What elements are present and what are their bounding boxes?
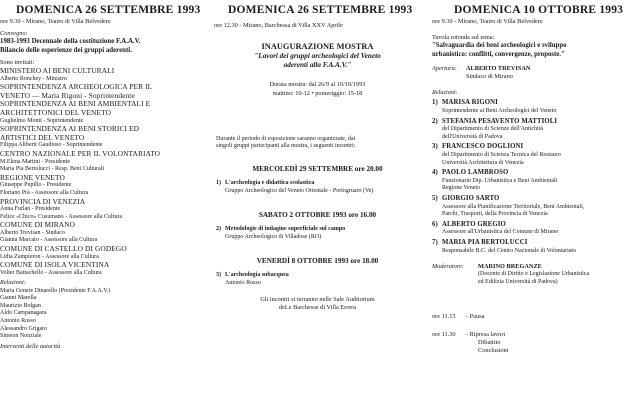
schedule-item: - Ripresa lavori xyxy=(466,330,506,338)
incontro-title-row xyxy=(210,180,425,188)
relazione-role: Regione Veneto xyxy=(442,185,481,192)
moderatore-name: MARINO BREGANZE xyxy=(478,263,542,271)
guest-name: Felice «Chico» Cusumano - Assessore alla Cultura xyxy=(0,213,122,220)
incontri-closing-line-1: Gli incontri si terranno nelle Sale Auditorium xyxy=(260,295,375,303)
guest-name: Anna Furlan - Presidente xyxy=(0,206,61,213)
schedule-item: Conclusioni xyxy=(478,347,509,355)
guest-name: Guglielmo Monti - Soprintendente xyxy=(0,117,84,124)
relazione-role: Università Architettura di Venezia xyxy=(442,159,524,166)
schedule-time: ore 11.15 xyxy=(432,312,456,320)
incontro-title-row xyxy=(210,272,425,280)
relazione-role: Parchi, Trasporti, della Provincia di Venezia xyxy=(442,211,548,218)
incontro-title: L'archeologia e didattica scolastica xyxy=(225,179,315,186)
relazione-row xyxy=(432,169,624,178)
relazioni-label: Relazioni: xyxy=(432,89,458,97)
apertura-name: ALBERTO TREVISAN xyxy=(466,64,531,72)
incontro-date: VENERDÌ 8 OTTOBRE 1993 ore 18.00 xyxy=(256,257,379,266)
guest-organization: CENTRO NAZIONALE PER IL VOLONTARIATO xyxy=(0,148,161,158)
relazione-number: 3) xyxy=(432,143,438,151)
incontri-closing-line-2: deLe Barchesse di Villa Errera xyxy=(278,303,357,311)
relatori-label: Relazioni: xyxy=(0,279,26,287)
guest-name: Alberto Ronchey - Ministro xyxy=(0,75,67,82)
schedule-time: ore 11.30 xyxy=(432,330,456,338)
guest-name: Gianna Marcato - Assessore alla Cultura xyxy=(0,237,98,244)
guest-name: Volter Battachello - Assessore alla Cultura xyxy=(0,269,102,276)
incontro-number: 3) xyxy=(216,272,221,279)
relatore-name: Alessandro Grigato xyxy=(0,325,47,332)
relazione-role: Responsabile B.C. del Centro Nazionale di Volontariato xyxy=(442,247,577,254)
relazione-row xyxy=(432,195,624,204)
apertura-role: Sindaco di Mirano xyxy=(466,73,513,81)
incontro-date: MERCOLEDÌ 29 SETTEMBRE ore 20.00 xyxy=(252,164,383,173)
relazioni-list xyxy=(432,99,624,255)
mostra-subtitle-line-2: aderenti alla F.A.A.V." xyxy=(283,60,352,69)
guest-organization: REGIONE VENETO xyxy=(0,172,65,182)
moderatore-label: Moderatore: xyxy=(432,263,464,271)
schedule-item: Dibattito xyxy=(478,338,501,346)
relazione-role: Assessore all'Urbanistica del Comune di Mirano xyxy=(442,229,559,236)
moderatore-roles xyxy=(432,271,624,286)
relazione-number: 7) xyxy=(432,238,438,246)
guest-organization: SOPRINTENDENZA AI BENI AMBIENTALI E xyxy=(0,99,151,109)
apertura-label: Apertura: xyxy=(432,64,457,72)
relazione-row xyxy=(432,221,624,230)
programme-column-1 xyxy=(0,0,207,416)
relazione-role: dell'Università di Padova xyxy=(442,133,503,140)
mostra-duration: Durata mostra: dal 26/9 al 10/10/1993 xyxy=(269,81,366,89)
relazione-number: 5) xyxy=(432,194,438,202)
column-1-venue: ore 9.30 - Mirano, Teatro di Villa Belvedere xyxy=(0,18,111,25)
incontri-list xyxy=(210,151,425,288)
guest-name: Giuseppe Pupillo - Presidente xyxy=(0,182,72,189)
guest-name: M.Elena Martini - Presidente xyxy=(0,158,70,165)
relazione-row xyxy=(432,143,624,152)
relazione-role: del Dipartimento di Scienze dell'Antichità xyxy=(442,126,544,133)
guest-organization: VENETO — Maria Rigoni - Soprintendente xyxy=(0,90,135,100)
relazione-role: del Dipartimento di Scienza Tecnica del Restauro xyxy=(442,151,561,158)
guest-name: Filippa Aliberti Gaudioso - Soprintendente xyxy=(0,142,103,149)
relazione-name: MARIA PIA BERTOLUCCI xyxy=(442,238,528,246)
relazione-number: 4) xyxy=(432,169,438,177)
relazione-role: Soprintendente ai Beni Archeologici del Veneto xyxy=(442,108,557,115)
relazione-row xyxy=(432,239,624,248)
relazione-number: 2) xyxy=(432,117,438,125)
incontro-organizer: Gruppo Archeologico del Veneto Orientale - Portogruaro (Ve) xyxy=(225,187,374,194)
programme-column-2 xyxy=(210,0,425,416)
incontro-spacer xyxy=(210,195,425,211)
schedule-row xyxy=(432,339,624,347)
schedule-row xyxy=(432,331,624,339)
guest-organization: SOPRINTENDENZA ARCHEOLOGICA PER IL xyxy=(0,82,153,92)
guest-organization: COMUNE DI ISOLA VICENTINA xyxy=(0,260,110,270)
programme-column-3 xyxy=(432,0,624,416)
convegno-label: Convegno: xyxy=(0,30,28,38)
moderatore-role: ed Edilizia Università di Padova) xyxy=(478,278,558,285)
incontro-number: 1) xyxy=(216,179,221,186)
schedule-item: - Pausa xyxy=(466,312,485,320)
guest-list xyxy=(0,67,207,277)
relatore-name: Antonio Rosso xyxy=(0,318,36,325)
guest-organization: COMUNE DI MIRANO xyxy=(0,220,76,230)
column-1-heading: DOMENICA 26 SETTEMBRE 1993 xyxy=(16,4,201,16)
relazione-name: GIORGIO SARTO xyxy=(442,194,500,202)
guest-organization: MINISTERO AI BENI CULTURALI xyxy=(0,66,115,76)
incontro-organizer: Gruppo Archeologico di Villadose (RO) xyxy=(225,233,322,240)
schedule-time xyxy=(432,339,466,347)
tavola-label: Tavola rotonda sul tema: xyxy=(432,34,495,42)
schedule-spacer xyxy=(432,321,624,331)
tavola-title-line-2: urbanistico: conflitti, convergenze, proposte." xyxy=(432,50,565,58)
relatore-name: Gianni Marella xyxy=(0,295,37,302)
relazione-number: 6) xyxy=(432,220,438,228)
schedule-row xyxy=(432,313,624,321)
incontro-spacer xyxy=(210,241,425,257)
incontri-intro-line-1: Durante il periodo di esposizione saranno organizzate, dai xyxy=(216,135,356,142)
incontro-date: SABATO 2 OTTOBRE 1993 ore 16.00 xyxy=(258,211,377,220)
incontro-title-row xyxy=(210,226,425,234)
relatori-list xyxy=(0,288,207,341)
guest-name: Lidia Zampieron - Assessore alla Cultura xyxy=(0,253,99,260)
guest-organization: COMUNE DI CASTELLO DI GODEGO xyxy=(0,244,127,254)
relazione-row xyxy=(432,118,624,127)
guest-organization: ARCHITETTONICI DEL VENETO xyxy=(0,107,112,117)
guests-label: Sono invitati: xyxy=(0,58,35,66)
relazione-role: Funzionario Dip. Urbanistica e Beni Ambientali xyxy=(442,177,558,184)
guest-name: Maria Pia Bertolucci - Resp. Beni Culturali xyxy=(0,166,105,173)
incontro-organizer: Antonio Rosso xyxy=(225,279,261,286)
column-2-venue: ore 12.30 - Mirano, Barchessa di Villa XXV Aprile xyxy=(214,22,343,29)
interventi-label: Interventi delle autorità xyxy=(0,342,61,350)
relazione-row xyxy=(432,99,624,108)
convegno-title-line-2: Bilancio delle esperienze dei gruppi aderenti. xyxy=(0,46,132,54)
moderatore-role: (Docente di Diritto e Legislazione Urbanistica xyxy=(478,271,590,278)
incontro-number: 2) xyxy=(216,226,221,233)
incontro-title: L'archeologia subacquea xyxy=(225,272,289,279)
schedule-row xyxy=(432,347,624,355)
schedule-time xyxy=(432,347,466,355)
guest-name: Alberto Trevisan - Sindaco xyxy=(0,229,65,236)
relatore-name: Simeon Nonziale xyxy=(0,333,42,340)
relazione-role: Assessore alla Pianificazione Territoriale, Beni Ambientali, xyxy=(442,203,585,210)
relatore-name: Maria Genere Dinarello (Presidente F.A.A.V.) xyxy=(0,287,111,294)
tavola-title-line-1: "Salvaguardia dei beni archeologici e sviluppo xyxy=(432,42,567,50)
relazione-name: STEFANIA PESAVENTO MATTIOLI xyxy=(442,117,558,125)
guest-name: Floriano Prà - Assessore alla Cultura xyxy=(0,189,89,196)
convegno-title-line-1: 1983-1993 Decennale della costituzione F.A.A.V. xyxy=(0,38,141,46)
schedule-list xyxy=(432,313,624,356)
relazione-number: 1) xyxy=(432,99,438,107)
relatore-name: Aldo Campanagara xyxy=(0,310,47,317)
guest-organization: PROVINCIA DI VENEZIA xyxy=(0,196,86,206)
relazione-name: FRANCESCO DOGLIONI xyxy=(442,143,524,151)
guest-organization: ARTISTICI DEL VENETO xyxy=(0,132,85,142)
relazione-name: PAOLO LAMBROSO xyxy=(442,169,509,177)
guest-organization: SOPRINTENDENZA AI BENI STORICI ED xyxy=(0,124,140,134)
relazione-name: MARISA RIGONI xyxy=(442,99,498,107)
relatore-name: Maurizio Bolgan xyxy=(0,302,41,309)
column-2-heading: DOMENICA 26 SETTEMBRE 1993 xyxy=(228,4,413,16)
incontro-title: Metodologie di indagine superficiale sul campo xyxy=(225,226,346,233)
column-3-heading: DOMENICA 10 OTTOBRE 1993 xyxy=(454,4,624,16)
relazione-name: ALBERTO GREGIO xyxy=(442,220,506,228)
mostra-hours: mattino: 10-12 • pomeriggio: 15-18 xyxy=(272,89,363,97)
mostra-subtitle-line-1: "Lavori dei gruppi archeologici del Veneto xyxy=(254,52,381,61)
mostra-title: INAUGURAZIONE MOSTRA xyxy=(261,42,374,52)
column-3-venue: ore 9.30 - Mirano, Teatro di Villa Belvedere xyxy=(432,18,543,25)
incontro-spacer xyxy=(210,151,425,165)
incontri-intro-line-2: singoli gruppi partecipanti alla mostra, i seguenti incontri: xyxy=(216,143,356,150)
